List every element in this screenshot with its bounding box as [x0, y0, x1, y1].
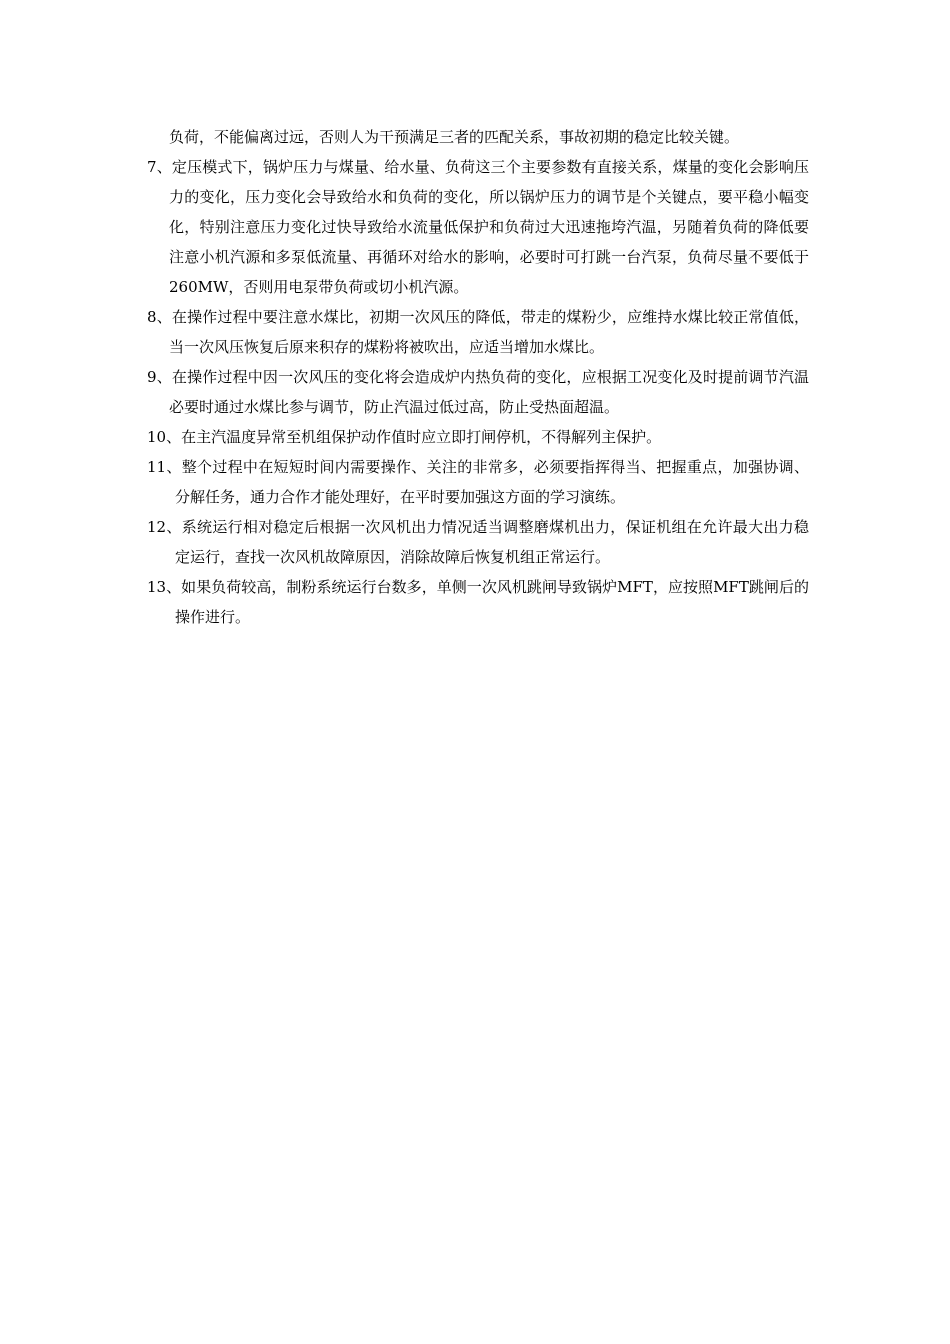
list-item-11	[147, 452, 809, 512]
list-item-number: 8、	[147, 308, 172, 326]
list-item-text: 在操作过程中因一次风压的变化将会造成炉内热负荷的变化，应根据工况变化及时提前调节汽温必要时通过水煤比参与调节，防止汽温过低过高，防止受热面超温。	[169, 368, 809, 416]
list-item-number: 10、	[147, 428, 182, 446]
list-item-number: 12、	[147, 518, 182, 536]
list-item-number: 9、	[147, 368, 172, 386]
list-item-text: 如果负荷较高，制粉系统运行台数多，单侧一次风机跳闸导致锅炉MFT，应按照MFT跳闸后的操作进行。	[175, 578, 809, 626]
list-item-12	[147, 512, 809, 572]
list-item-7	[147, 152, 809, 302]
list-item-13	[147, 572, 809, 632]
list-item-10	[147, 422, 809, 452]
document-body	[147, 122, 809, 632]
list-item-text: 系统运行相对稳定后根据一次风机出力情况适当调整磨煤机出力，保证机组在允许最大出力稳定运行，查找一次风机故障原因，消除故障后恢复机组正常运行。	[175, 518, 809, 566]
list-item-number: 11、	[147, 458, 182, 476]
list-item-number: 7、	[147, 158, 172, 176]
list-item-text: 定压模式下，锅炉压力与煤量、给水量、负荷这三个主要参数有直接关系，煤量的变化会影响压力的变化，压力变化会导致给水和负荷的变化，所以锅炉压力的调节是个关键点，要平稳小幅变化，特别注意压力变化过快导致给水流量低保护和负荷过大迅速拖垮汽温，另随着负荷的降低要注意小机汽源和多泵低流量、再循环对给水的影响，必要时可打跳一台汽泵，负荷尽量不要低于260MW，否则用电泵带负荷或切小机汽源。	[169, 158, 809, 296]
list-item-9	[147, 362, 809, 422]
list-item-8	[147, 302, 809, 362]
paragraph-text: 负荷，不能偏离过远，否则人为干预满足三者的匹配关系，事故初期的稳定比较关键。	[169, 128, 740, 146]
list-item-number: 13、	[147, 578, 182, 596]
paragraph-continuation	[147, 122, 809, 152]
list-item-text: 在主汽温度异常至机组保护动作值时应立即打闸停机，不得解列主保护。	[181, 428, 662, 446]
list-item-text: 整个过程中在短短时间内需要操作、关注的非常多，必须要指挥得当、把握重点，加强协调、分解任务，通力合作才能处理好，在平时要加强这方面的学习演练。	[175, 458, 809, 506]
list-item-text: 在操作过程中要注意水煤比，初期一次风压的降低，带走的煤粉少，应维持水煤比较正常值低，当一次风压恢复后原来积存的煤粉将被吹出，应适当增加水煤比。	[169, 308, 809, 356]
